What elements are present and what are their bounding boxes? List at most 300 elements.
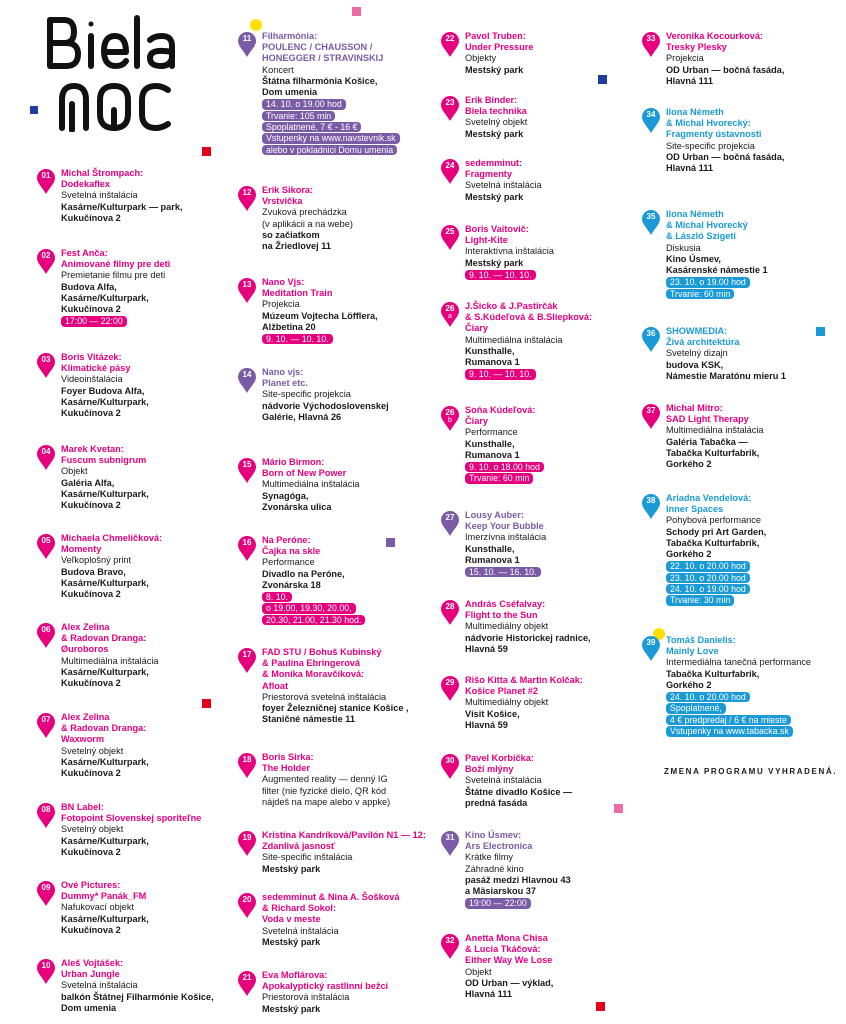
event-title: & Monika Moravčíková:: [262, 669, 365, 680]
event-type: Svetelný dizajn: [666, 348, 728, 359]
event-title: Aleš Vojtášek:: [61, 958, 124, 968]
event-type: Záhradné kino: [465, 863, 524, 874]
event-venue: Kukučínova 2: [61, 304, 121, 315]
map-pin-icon: [237, 367, 257, 393]
event-venue: Kukučínova 2: [61, 212, 121, 223]
event-type: Multimediálny objekt: [465, 621, 549, 632]
event-schedule-badge: 22. 10. o 20.00 hod: [666, 561, 750, 571]
event-title: Alex Zelina: [61, 622, 110, 632]
event-title: Fotopoint Slovenskej sporiteľne: [61, 813, 202, 824]
map-pin-icon: [237, 970, 257, 996]
event-number: 26: [445, 408, 455, 417]
event-venue: Kasárne/Kulturpark,: [61, 835, 149, 846]
event-title: The Holder: [262, 763, 310, 774]
event-title: sedemminut:: [465, 158, 523, 168]
event-title: Fragmenty: [465, 169, 512, 180]
event-venue: Kunsthalle,: [465, 543, 515, 554]
event-type: Zvuková prechádzka: [262, 207, 347, 218]
event-title: Under Pressure: [465, 42, 534, 53]
map-pin-icon: [641, 209, 661, 235]
event-title: Meditation Train: [262, 288, 333, 299]
event-title: Flight to the Sun: [465, 610, 538, 621]
event-venue: foyer Železničnej stanice Košice ,: [262, 703, 409, 714]
event-number: 34: [646, 110, 656, 119]
event-venue: Budova Bravo,: [61, 566, 126, 577]
event-number: 32: [445, 936, 455, 945]
event-schedule-badge: 19:00 — 22:00: [465, 898, 531, 908]
event-venue: Mestský park: [262, 936, 321, 947]
event-type: Multimediálna inštalácia: [61, 655, 159, 666]
map-pin-icon: [237, 892, 257, 918]
event-venue: Galéria Alfa,: [61, 477, 115, 488]
map-pin-icon: [641, 107, 661, 133]
event-title: Keep Your Bubble: [465, 521, 544, 532]
event-venue: Kasárenské námestie 1: [666, 265, 768, 276]
event-type: Diskusia: [666, 242, 701, 253]
deco-square-red: [596, 1002, 605, 1011]
event-venue: Kasárne/Kulturpark,: [61, 913, 149, 924]
event-number: 29: [445, 678, 455, 687]
deco-square-blue: [598, 75, 607, 84]
event-venue: OD Urban — bočná fasáda,: [666, 64, 785, 75]
event-schedule-badge: 9. 10. — 10. 10.: [465, 369, 536, 379]
event-venue: Budova Alfa,: [61, 281, 117, 292]
event-schedule-badge: 20.30, 21.00, 21.30 hod.: [262, 615, 365, 625]
event-venue: Kukučínova 2: [61, 924, 121, 935]
event-number: 35: [646, 212, 656, 221]
event-type: Svetelný objekt: [465, 117, 528, 128]
event-number: 24: [445, 161, 455, 170]
event-number: 08: [41, 805, 51, 814]
event-type: Projekcia: [666, 53, 704, 64]
event-type: Premietanie filmu pre deti: [61, 270, 166, 281]
event-title: Košice Planet #2: [465, 686, 539, 697]
event-venue: Dom umenia: [262, 87, 318, 98]
event-title: J.Šicko & J.Pastirčák: [465, 301, 558, 311]
map-pin-icon: [237, 31, 257, 57]
event-number: 03: [41, 355, 51, 364]
event-venue: Kasárne/Kulturpark — park,: [61, 201, 183, 212]
event-schedule-badge: Trvanie: 30 min: [666, 595, 734, 605]
map-pin-icon: [440, 675, 460, 701]
event-number: 15: [242, 460, 252, 469]
event-title: Waxworm: [61, 734, 105, 745]
event-title: Born of New Power: [262, 468, 347, 479]
event-schedule-badge: o 19.00, 19.30, 20.00,: [262, 603, 356, 613]
event-number: 27: [445, 513, 455, 522]
event-type: Svetelná inštalácia: [465, 775, 542, 786]
event-number: 05: [41, 536, 51, 545]
event-number: 19: [242, 833, 252, 842]
event-title: & Paulína Ebringerová: [262, 658, 361, 669]
event-venue: Hlavná 111: [666, 163, 713, 174]
event-title: & Radovan Dranga:: [61, 723, 147, 734]
event-number: 14: [242, 370, 252, 379]
event-venue: a Mäsiarskou 37: [465, 886, 536, 897]
event-number: 20: [242, 895, 252, 904]
event-title: Either Way We Lose: [465, 955, 553, 966]
event-title: Nano vjs:: [262, 367, 304, 377]
deco-dot-yellow: [250, 19, 262, 31]
event-number: 23: [445, 98, 455, 107]
event-number: 10: [41, 961, 51, 970]
event-venue: Kunsthalle,: [465, 345, 515, 356]
event-title: SHOWMEDIA:: [666, 326, 728, 336]
event-type: Svetelná inštalácia: [465, 180, 542, 191]
event-title: Dummy* Panák_FM: [61, 891, 147, 902]
event-number: 21: [242, 973, 252, 982]
event-venue: Mestský park: [465, 257, 524, 268]
event-title: Fest Anča:: [61, 248, 108, 258]
event-schedule-badge: Trvanie: 60 min: [465, 473, 533, 483]
event-title: Ilona Németh: [666, 209, 724, 219]
event-title: Urban Jungle: [61, 969, 120, 980]
event-number: 26: [445, 304, 455, 313]
event-title: Boris Vaitovič:: [465, 224, 529, 234]
event-venue: Mestský park: [262, 863, 321, 874]
event-venue: OD Urban — výklad,: [465, 977, 554, 988]
map-pin-icon: [237, 457, 257, 483]
event-venue: Tabačka Kulturfabrik,: [666, 668, 760, 679]
event-title: Boris Sirka:: [262, 752, 314, 762]
event-venue: Kukučínova 2: [61, 500, 121, 511]
event-title: & Radovan Dranga:: [61, 633, 147, 644]
event-venue: Tabačka Kulturfabrik,: [666, 537, 760, 548]
event-title: Kristína Kandríková/Pavilón N1 — 12:: [262, 830, 426, 840]
event-type: Multimediálna inštalácia: [262, 479, 360, 490]
map-pin-icon: [440, 301, 460, 327]
event-type: (v aplikácii a na webe): [262, 218, 353, 229]
event-venue: Dom umenia: [61, 1002, 117, 1013]
event-title: Lousy Auber:: [465, 510, 524, 520]
deco-square-red: [202, 699, 211, 708]
event-title: SAD Light Therapy: [666, 414, 749, 425]
event-title: Mário Birmon:: [262, 457, 325, 467]
event-venue: Kukučínova 2: [61, 408, 121, 419]
map-pin-icon: [36, 444, 56, 470]
event-number: 13: [242, 280, 252, 289]
event-venue: na Žriedlovej 11: [262, 241, 331, 252]
event-type: Imerzívna inštalácia: [465, 532, 547, 543]
event-title: Inner Spaces: [666, 504, 724, 515]
biela-noc-logo: [44, 12, 194, 132]
event-venue: Galérie, Hlavná 26: [262, 411, 342, 422]
event-title: Voda v meste: [262, 914, 321, 925]
event-title: Živá architektúra: [666, 337, 740, 348]
event-schedule-badge: 24. 10. o 20.00 hod: [666, 692, 750, 702]
event-type: Svetelný objekt: [61, 745, 124, 756]
event-venue: Divadlo na Peróne,: [262, 568, 345, 579]
event-venue: Štátne divadlo Košice —: [465, 786, 573, 797]
event-title: BN Label:: [61, 802, 104, 812]
deco-square-blue: [30, 106, 38, 114]
event-number: 31: [445, 833, 455, 842]
event-number-suffix: b: [448, 417, 452, 424]
event-title: FAD STU / Bohuš Kubinský: [262, 647, 382, 657]
event-number: 01: [41, 171, 51, 180]
event-venue: Hlavná 111: [666, 75, 713, 86]
event-venue: Kasárne/Kulturpark,: [61, 756, 149, 767]
event-type: Svetelná inštalácia: [61, 190, 138, 201]
event-title: Klimatické pásy: [61, 363, 131, 374]
event-number: 18: [242, 755, 252, 764]
deco-square-red: [202, 147, 211, 156]
event-type: Objekty: [465, 53, 497, 64]
event-venue: Hlavná 59: [465, 643, 508, 654]
map-pin-icon: [36, 248, 56, 274]
event-number: 37: [646, 406, 656, 415]
event-number: 22: [445, 34, 455, 43]
event-type: Svetelná inštalácia: [61, 980, 138, 991]
event-title: Marek Kvetan:: [61, 444, 124, 454]
event-number: 12: [242, 188, 252, 197]
deco-square-pink: [352, 7, 361, 16]
event-title: HONEGGER / STRAVINSKIJ: [262, 53, 384, 64]
event-venue: Kukučínova 2: [61, 846, 121, 857]
event-venue: budova KSK,: [666, 359, 724, 370]
map-pin-icon: [440, 405, 460, 431]
event-title: Apokalyptický rastlinní bežci: [262, 981, 389, 992]
program-change-notice: ZMENA PROGRAMU VYHRADENÁ.: [664, 767, 838, 776]
event-type: Objekt: [61, 466, 88, 477]
event-title: Eva Moflárova:: [262, 970, 328, 980]
event-type: Site-specific projekcia: [666, 140, 755, 151]
event-title: Boris Vitázek:: [61, 352, 122, 362]
event-venue: Synagóga,: [262, 490, 309, 501]
event-venue: Rumanova 1: [465, 357, 520, 368]
event-venue: Kasárne/Kulturpark,: [61, 577, 149, 588]
event-venue: Galéria Tabačka —: [666, 436, 748, 447]
event-type: Intermediálna tanečná performance: [666, 657, 812, 668]
event-type: Performance: [465, 427, 518, 438]
event-type: Projekcia: [262, 299, 300, 310]
event-schedule-badge: Spoplatnené,: [666, 703, 726, 713]
event-venue: Mestský park: [262, 1003, 321, 1014]
event-venue: Gorkého 2: [666, 679, 712, 690]
event-schedule-badge: 23. 10. o 20.00 hod: [666, 573, 750, 583]
map-pin-icon: [237, 185, 257, 211]
event-title: Øuroboros: [61, 644, 109, 655]
event-schedule-badge: Trvanie: 60 min: [666, 289, 734, 299]
event-schedule-badge: Trvanie: 105 min: [262, 111, 335, 121]
event-venue: Kukučínova 2: [61, 589, 121, 600]
event-type: Veľkoplošný print: [61, 555, 132, 566]
event-venue: Kasárne/Kulturpark,: [61, 396, 149, 407]
event-type: Koncert: [262, 64, 294, 75]
event-title: Ars Electronica: [465, 841, 533, 852]
event-venue: Hlavná 111: [465, 989, 512, 1000]
event-number: 16: [242, 538, 252, 547]
event-venue: Tabačka Kulturfabrik,: [666, 447, 760, 458]
event-venue: Kasárne/Kulturpark,: [61, 292, 149, 303]
map-pin-icon: [36, 802, 56, 828]
event-title: & S.Kúdeľová & B.Sliepková:: [465, 312, 593, 323]
event-title: & Michal Hvorecký:: [666, 118, 751, 129]
event-number: 04: [41, 447, 51, 456]
event-title: Michaela Chmeličková:: [61, 533, 163, 543]
event-title: Erik Sikora:: [262, 185, 314, 195]
event-title: Ilona Németh: [666, 107, 724, 117]
map-pin-icon: [440, 510, 460, 536]
event-venue: Rumanova 1: [465, 449, 520, 460]
event-venue: so začiatkom: [262, 229, 320, 240]
event-schedule-badge: 4 € predpredaj / 6 € na mieste: [666, 715, 791, 725]
event-title: Alex Zelina: [61, 712, 110, 722]
event-venue: Kasárne/Kulturpark,: [61, 666, 149, 677]
map-pin-icon: [440, 753, 460, 779]
event-venue: Hlavná 59: [465, 719, 508, 730]
map-pin-icon: [237, 647, 257, 673]
event-title: & Richard Sokol:: [262, 903, 337, 914]
event-venue: Rumanova 1: [465, 554, 520, 565]
event-title: Biela technika: [465, 106, 527, 117]
event-type: Priestorová inštalácia: [262, 992, 350, 1003]
event-type: Priestorová svetelná inštalácia: [262, 691, 387, 702]
event-title: Zdanlivá jasnosť: [262, 841, 336, 852]
map-pin-icon: [641, 31, 661, 57]
event-venue: Staničné námestie 11: [262, 714, 355, 725]
event-venue: nádvorie Východoslovenskej: [262, 400, 389, 411]
event-type: Site-specific projekcia: [262, 389, 351, 400]
event-title: Pavel Korbička:: [465, 753, 534, 763]
event-venue: Mestský park: [465, 64, 524, 75]
event-type: nájdeš na mape alebo v appke): [262, 796, 391, 807]
event-title: Planet etc.: [262, 378, 308, 389]
event-schedule-badge: Vstupenky na www.tabacka.sk: [666, 726, 793, 736]
event-title: Ové Pictures:: [61, 880, 121, 890]
event-schedule-badge: 17:00 — 22:00: [61, 316, 127, 326]
event-schedule-badge: 23. 10. o 19.00 hod: [666, 277, 750, 287]
event-number: 38: [646, 496, 656, 505]
event-venue: Múzeum Vojtecha Löfflera,: [262, 310, 378, 321]
event-venue: Kukučínova 2: [61, 768, 121, 779]
map-pin-icon: [440, 599, 460, 625]
map-pin-icon: [440, 830, 460, 856]
map-pin-icon: [641, 493, 661, 519]
event-type: Site-specific inštalácia: [262, 852, 353, 863]
event-schedule-badge: Spoplatnené, 7 € - 16 €: [262, 122, 361, 132]
map-pin-icon: [440, 95, 460, 121]
event-title: Čiary: [465, 416, 488, 427]
event-schedule-badge: 24. 10. o 19.00 hod: [666, 584, 750, 594]
map-pin-icon: [237, 535, 257, 561]
event-venue: nádvorie Historickej radnice,: [465, 632, 591, 643]
event-title: Fragmenty ústavnosti: [666, 129, 762, 140]
event-type: filter (nie fyzické dielo, QR kód: [262, 785, 387, 796]
event-type: Krátke filmy: [465, 852, 513, 863]
event-type: Multimediálna inštalácia: [465, 334, 563, 345]
event-venue: Alžbetina 20: [262, 321, 316, 332]
event-venue: Zvonárska 18: [262, 579, 321, 590]
event-title: Ariadna Vendelová:: [666, 493, 752, 503]
event-title: Soňa Kúdeľová:: [465, 405, 536, 415]
event-venue: Schody pri Art Garden,: [666, 526, 767, 537]
event-type: Svetelný objekt: [61, 824, 124, 835]
event-venue: Zvonárska ulica: [262, 501, 332, 512]
event-schedule-badge: 9. 10. o 18.00 hod: [465, 462, 544, 472]
map-pin-icon: [641, 326, 661, 352]
event-type: Svetelná inštalácia: [262, 925, 339, 936]
map-pin-icon: [36, 168, 56, 194]
event-type: Objekt: [465, 966, 492, 977]
map-pin-icon: [36, 352, 56, 378]
event-number: 07: [41, 715, 51, 724]
event-title: Boží mlýny: [465, 764, 514, 775]
event-number: 36: [646, 329, 656, 338]
event-venue: Kunsthalle,: [465, 438, 515, 449]
event-title: Afloat: [262, 680, 289, 691]
event-number: 09: [41, 883, 51, 892]
map-pin-icon: [641, 635, 661, 661]
event-number-suffix: a: [448, 313, 452, 320]
event-title: Filharmónia:: [262, 31, 318, 41]
event-number: 28: [445, 602, 455, 611]
map-pin-icon: [36, 712, 56, 738]
event-number: 06: [41, 625, 51, 634]
map-pin-icon: [440, 31, 460, 57]
event-title: & Lucia Tkáčová:: [465, 944, 541, 955]
event-schedule-badge: Vstupenky na www.navstevnik.sk: [262, 133, 400, 143]
event-title: Michal Štrompach:: [61, 168, 144, 178]
event-venue: Mestský park: [465, 128, 524, 139]
event-number: 33: [646, 34, 656, 43]
event-type: Augmented reality — denný IG: [262, 774, 388, 785]
event-type: Nafukovací objekt: [61, 902, 135, 913]
event-title: Mainly Love: [666, 646, 719, 657]
event-title: Light-Kite: [465, 235, 508, 246]
event-venue: Gorkého 2: [666, 459, 712, 470]
event-type: Multimediálna inštalácia: [666, 425, 764, 436]
event-venue: Námestie Maratónu mieru 1: [666, 370, 786, 381]
event-type: Performance: [262, 557, 315, 568]
event-venue: Kasárne/Kulturpark,: [61, 488, 149, 499]
event-venue: predná fasáda: [465, 797, 528, 808]
event-title: Anetta Mona Chisa: [465, 933, 548, 943]
event-title: POULENC / CHAUSSON /: [262, 42, 373, 53]
map-pin-icon: [36, 622, 56, 648]
event-title: Pavol Truben:: [465, 31, 526, 41]
event-venue: Kukučínova 2: [61, 678, 121, 689]
event-title: sedemminut & Nina A. Šošková: [262, 892, 400, 902]
event-title: Tomáš Danielis:: [666, 635, 736, 645]
map-pin-icon: [36, 533, 56, 559]
map-pin-icon: [440, 224, 460, 250]
event-title: Nano Vjs:: [262, 277, 305, 287]
event-type: Videoinštalácia: [61, 374, 123, 385]
event-number: 25: [445, 227, 455, 236]
event-title: Čajka na skle: [262, 546, 321, 557]
event-number: 02: [41, 251, 51, 260]
map-pin-icon: [237, 830, 257, 856]
event-schedule-badge: 14. 10. o 19.00 hod: [262, 99, 346, 109]
map-pin-icon: [641, 403, 661, 429]
event-title: Veronika Kocourková:: [666, 31, 764, 41]
event-number: 17: [242, 650, 252, 659]
event-schedule-badge: 9. 10. — 10. 10.: [465, 270, 536, 280]
event-title: Dodekaflex: [61, 179, 111, 190]
event-type: Multimediálny objekt: [465, 697, 549, 708]
event-venue: Foyer Budova Alfa,: [61, 385, 145, 396]
map-pin-icon: [440, 158, 460, 184]
event-title: Rišo Kitta & Martin Kolčak:: [465, 675, 583, 685]
map-pin-icon: [237, 277, 257, 303]
event-title: Vrstvička: [262, 196, 303, 207]
event-number: 11: [242, 34, 252, 43]
event-type: Pohybová performance: [666, 515, 761, 526]
event-number: 30: [445, 756, 455, 765]
map-pin-icon: [36, 880, 56, 906]
event-venue: Štátna filharmónia Košice,: [262, 75, 378, 86]
